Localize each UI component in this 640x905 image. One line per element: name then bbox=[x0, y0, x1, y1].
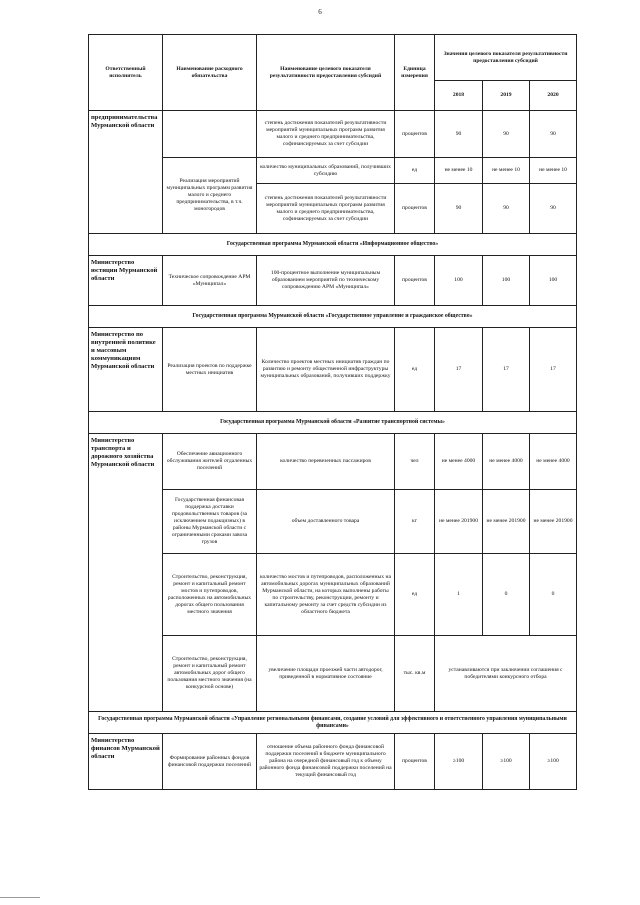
responsible-cell: Министерство транспорта и дорожного хозяйства Мурманской области bbox=[89, 434, 163, 712]
program-heading: Государственная программа Мурманской области «Управление региональными финансами, создание условий для эффективного и ответственного управления муниципальными финансами» bbox=[89, 712, 577, 734]
value-2020: не менее 201900 bbox=[530, 490, 577, 554]
unit-cell: ед bbox=[395, 554, 435, 636]
value-2019: не менее 4000 bbox=[483, 434, 530, 490]
unit-cell: процентов bbox=[395, 184, 435, 234]
unit-cell: процентов bbox=[395, 256, 435, 306]
value-2018: 100 bbox=[435, 256, 483, 306]
value-2018: не менее 201900 bbox=[435, 490, 483, 554]
expense-cell: Государственная финансовая поддержка доставки продовольственных товаров (за исключением подакцизных) в районы Мурманской области с ограниченными сроками завоза грузов bbox=[163, 490, 257, 554]
indicator-cell: степень достижения показателей результативности мероприятий муниципальных программ развития малого и среднего предпринимательства, софинансируемых за счет субсидии bbox=[257, 184, 395, 234]
responsible-cell: Министерство юстиции Мурманской области bbox=[89, 256, 163, 306]
value-2019: не менее 10 bbox=[483, 158, 530, 184]
expense-cell: Строительство, реконструкция, ремонт и капитальный ремонт автомобильных дорог общего пользования местного значения (на конкурсной основе) bbox=[163, 636, 257, 712]
unit-cell: ед bbox=[395, 158, 435, 184]
expense-cell: Обеспечение авиационного обслуживания жителей отдаленных поселений bbox=[163, 434, 257, 490]
header-year-2020: 2020 bbox=[530, 81, 577, 111]
indicator-cell: объем доставленного товара bbox=[257, 490, 395, 554]
value-2019: 90 bbox=[483, 111, 530, 158]
value-2019: не менее 201900 bbox=[483, 490, 530, 554]
value-2020: 100 bbox=[530, 256, 577, 306]
value-2018: 17 bbox=[435, 328, 483, 412]
header-year-2018: 2018 bbox=[435, 81, 483, 111]
expense-cell: Формирование районных фондов финансовой поддержки поселений bbox=[163, 734, 257, 790]
indicator-cell: количество мостов и путепроводов, расположенных на автомобильных дорогах муниципальных образований Мурманской области, на которых выполнены работы по строительству, реконструкции, ремонту и капитальному ремонту за счет средств субсидии из областного бюджета bbox=[257, 554, 395, 636]
subsidy-indicators-table bbox=[88, 34, 577, 790]
value-2020: 17 bbox=[530, 328, 577, 412]
value-2020: 0 bbox=[530, 554, 577, 636]
value-2020: не менее 4000 bbox=[530, 434, 577, 490]
value-2019: ≥100 bbox=[483, 734, 530, 790]
values-merged-cell: устанавливаются при заключении соглашения с победителями конкурсного отбора bbox=[435, 636, 577, 712]
value-2019: 100 bbox=[483, 256, 530, 306]
indicator-cell: 100-процентное выполнение муниципальным образованием мероприятий по техническому сопровождению АРМ «Муниципал» bbox=[257, 256, 395, 306]
footer-rule bbox=[0, 897, 40, 898]
indicator-cell: количество муниципальных образований, получивших субсидию bbox=[257, 158, 395, 184]
unit-cell: тыс. кв.м bbox=[395, 636, 435, 712]
indicator-cell: количество перевезенных пассажиров bbox=[257, 434, 395, 490]
header-indicator: Наименование целевого показателя результативности предоставления субсидий bbox=[257, 35, 395, 111]
responsible-cell: Министерство финансов Мурманской области bbox=[89, 734, 163, 790]
unit-cell: чел bbox=[395, 434, 435, 490]
header-expense: Наименование расходного обязательства bbox=[163, 35, 257, 111]
value-2020: 90 bbox=[530, 184, 577, 234]
value-2020: 90 bbox=[530, 111, 577, 158]
value-2018: 90 bbox=[435, 184, 483, 234]
unit-cell: кг bbox=[395, 490, 435, 554]
program-heading: Государственная программа Мурманской области «Информационное общество» bbox=[89, 234, 577, 256]
header-responsible: Ответственный исполнитель bbox=[89, 35, 163, 111]
unit-cell: процентов bbox=[395, 111, 435, 158]
indicator-cell: Количество проектов местных инициатив граждан по развитию и ремонту общественной инфраструктуры муниципальных образований, получивших поддержку bbox=[257, 328, 395, 412]
value-2019: 17 bbox=[483, 328, 530, 412]
value-2018: 90 bbox=[435, 111, 483, 158]
header-unit: Единица измерения bbox=[395, 35, 435, 111]
indicator-cell: отношение объема районного фонда финансовой поддержки поселений в бюджете муниципального района на очередной финансовый год к объему районного фонда финансовой поддержки поселений на текущий финансовый год bbox=[257, 734, 395, 790]
unit-cell: процентов bbox=[395, 734, 435, 790]
indicator-cell: степень достижения показателей результативности мероприятий муниципальных программ развития малого и среднего предпринимательства, софинансируемых за счет субсидии bbox=[257, 111, 395, 158]
value-2018: ≥100 bbox=[435, 734, 483, 790]
value-2019: 0 bbox=[483, 554, 530, 636]
header-year-2019: 2019 bbox=[483, 81, 530, 111]
value-2018: не менее 4000 bbox=[435, 434, 483, 490]
responsible-cell: предпринимательства Мурманской области bbox=[89, 111, 163, 234]
value-2018: 1 bbox=[435, 554, 483, 636]
value-2019: 90 bbox=[483, 184, 530, 234]
expense-cell: Строительство, реконструкция, ремонт и капитальный ремонт мостов и путепроводов, расположенных на автомобильных дорогах общего пользования местного значения bbox=[163, 554, 257, 636]
responsible-cell: Министерство по внутренней политике и массовым коммуникациям Мурманской области bbox=[89, 328, 163, 412]
expense-cell: Реализация проектов по поддержке местных инициатив bbox=[163, 328, 257, 412]
expense-cell: Реализация мероприятий муниципальных программ развития малого и среднего предпринимательства, в т.ч. моногородов bbox=[163, 158, 257, 234]
program-heading: Государственная программа Мурманской области «Государственное управление и гражданское общество» bbox=[89, 306, 577, 328]
indicator-cell: увеличение площади проезжей части автодорог, приведенной в нормативное состояние bbox=[257, 636, 395, 712]
expense-cell: Техническое сопровождение АРМ «Муниципал» bbox=[163, 256, 257, 306]
expense-cell bbox=[163, 111, 257, 158]
page-number: 6 bbox=[318, 8, 322, 16]
unit-cell: ед bbox=[395, 328, 435, 412]
program-heading: Государственная программа Мурманской области «Развитие транспортной системы» bbox=[89, 412, 577, 434]
value-2018: не менее 10 bbox=[435, 158, 483, 184]
header-values-group: Значения целевого показателя результативности предоставления субсидий bbox=[435, 35, 577, 81]
value-2020: ≥100 bbox=[530, 734, 577, 790]
value-2020: не менее 10 bbox=[530, 158, 577, 184]
